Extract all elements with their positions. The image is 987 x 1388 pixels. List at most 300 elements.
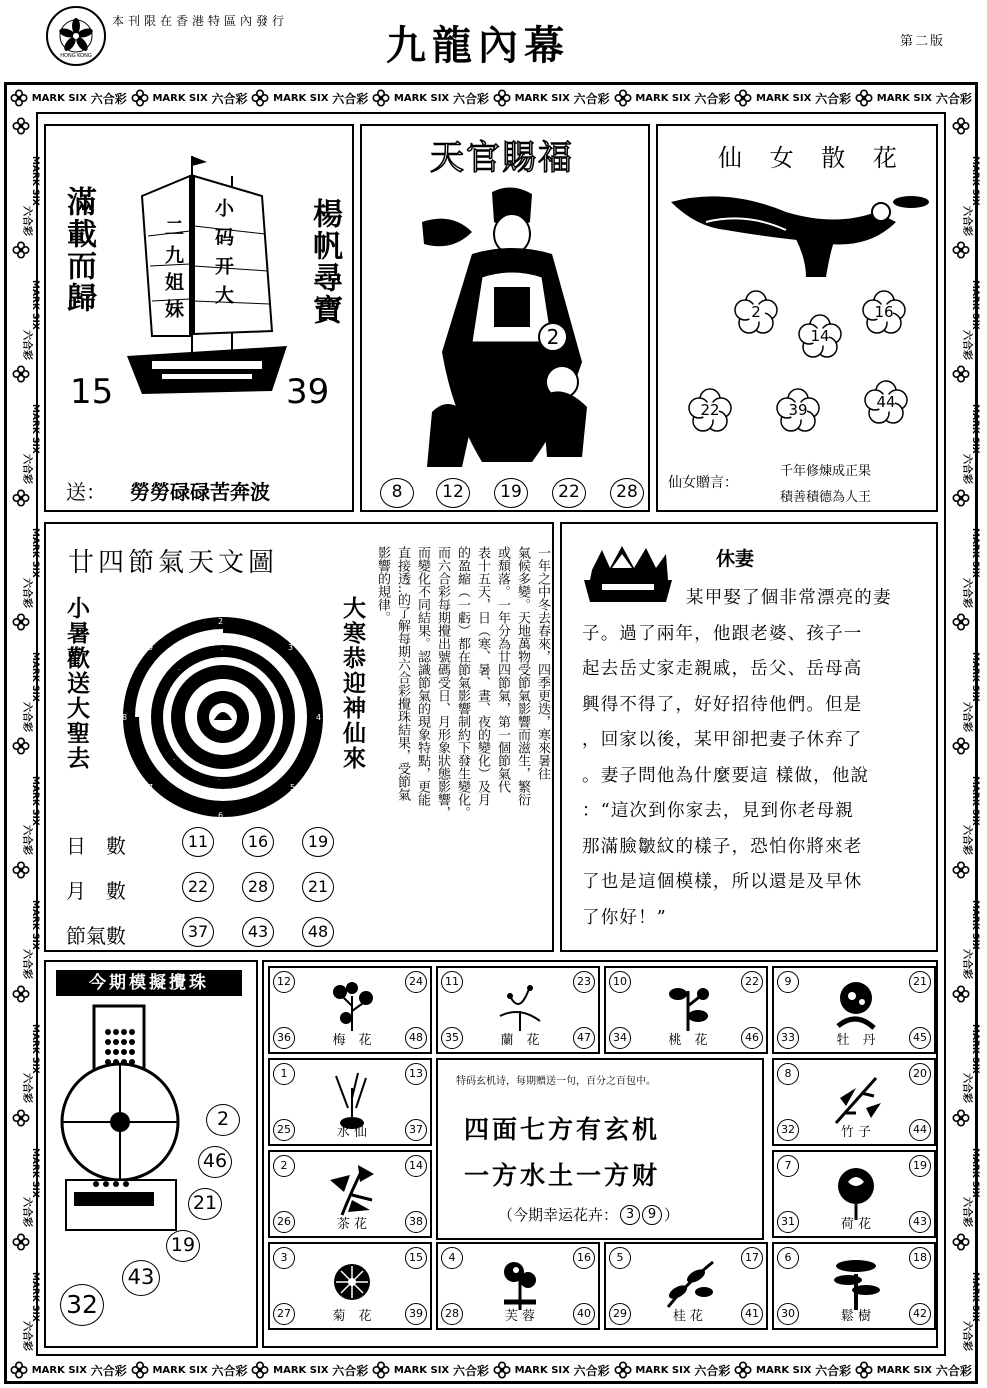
- solar-text-column: 氣候多變。天地萬物受節氣影響而滋生，繁衍: [515, 546, 530, 806]
- story-line: ：“這次到你家去，見到你老母親: [582, 801, 854, 821]
- strip-label-a: MARK SIX: [273, 92, 329, 104]
- flower-number-bl: 34: [609, 1027, 631, 1049]
- fairy-flower: [864, 380, 908, 424]
- solar-text-column: 直接透..的了解每期六合彩攪珠結果，受節氣: [395, 546, 410, 802]
- clover-icon: [10, 89, 28, 107]
- flower-number-br: 37: [405, 1119, 427, 1141]
- clover-icon: [952, 613, 970, 631]
- solar-row-number: 28: [242, 872, 274, 902]
- flower-number-tl: 9: [777, 971, 799, 993]
- strip-label-b: 六合彩: [961, 701, 972, 732]
- flower-drawing-icon: [658, 1252, 718, 1312]
- strip-label-b: 六合彩: [573, 91, 610, 106]
- flower-drawing-icon: [490, 976, 550, 1036]
- flower-number-br: 42: [909, 1303, 931, 1325]
- flower-number-bl: 35: [441, 1027, 463, 1049]
- fairy-flower-number: 2: [751, 303, 761, 321]
- strip-label-a: MARK SIX: [970, 403, 980, 454]
- draw-ball: 2: [206, 1104, 240, 1136]
- strip-label-b: 六合彩: [961, 949, 972, 980]
- flower-cell: [604, 1242, 768, 1330]
- flower-cell: [772, 1150, 936, 1238]
- flower-cell: [772, 1242, 936, 1330]
- story-title: 休妻: [716, 548, 755, 570]
- clover-icon: [12, 365, 30, 383]
- draw-ball: 32: [60, 1284, 104, 1326]
- solar-text-column: 表十五天，日（寒、暑、晝、夜的變化）及月: [475, 546, 490, 806]
- tianguan-number: 22: [552, 478, 586, 508]
- flower-name: 桃 花: [668, 1033, 708, 1048]
- strip-label-b: 六合彩: [961, 329, 972, 360]
- flower-drawing-icon: [322, 1252, 382, 1312]
- strip-label-a: MARK SIX: [970, 279, 980, 330]
- fairy-flower: [734, 290, 778, 334]
- strip-label-b: 六合彩: [452, 1363, 489, 1378]
- strip-label-b: 六合彩: [21, 329, 32, 360]
- strip-label-b: 六合彩: [211, 1363, 248, 1378]
- story-line: 。妻子問他為什麼要這 樣做，他說: [582, 765, 870, 786]
- poem-line1: 四面七方有玄机: [464, 1115, 661, 1144]
- clover-icon: [952, 1233, 970, 1251]
- flower-number-tl: 5: [609, 1247, 631, 1269]
- flower-number-tr: 15: [405, 1247, 427, 1269]
- flower-number-tl: 6: [777, 1247, 799, 1269]
- flower-number-tl: 8: [777, 1063, 799, 1085]
- clover-icon: [952, 241, 970, 259]
- strip-label-a: MARK SIX: [31, 92, 87, 104]
- boat-number-left: 15: [70, 372, 114, 412]
- flower-name: 鬆 樹: [840, 1309, 872, 1324]
- strip-label-b: 六合彩: [21, 1073, 32, 1104]
- clover-icon: [12, 241, 30, 259]
- flower-cell: [772, 966, 936, 1054]
- strip-label-b: 六合彩: [961, 1073, 972, 1104]
- strip-label-b: 六合彩: [21, 453, 32, 484]
- strip-label-b: 六合彩: [815, 91, 852, 106]
- clover-icon: [952, 1109, 970, 1127]
- flower-drawing-icon: [322, 1068, 382, 1128]
- boat-right-text: 楊帆尋寶: [307, 198, 342, 326]
- clover-icon: [952, 737, 970, 755]
- solar-row-label: 月 數: [66, 879, 126, 903]
- flower-number-tr: 13: [405, 1063, 427, 1085]
- strip-label-a: MARK SIX: [756, 92, 812, 104]
- flower-number-br: 43: [909, 1211, 931, 1233]
- story-line: 子。過了兩年，他跟老婆、孩子一: [582, 623, 863, 644]
- strip-label-a: MARK SIX: [30, 899, 40, 950]
- tianguan-number: 28: [610, 478, 644, 508]
- solar-row-number: 48: [302, 917, 334, 947]
- strip-label-b: 六合彩: [90, 91, 127, 106]
- clover-icon: [12, 489, 30, 507]
- strip-label-a: MARK SIX: [970, 527, 980, 578]
- flower-number-bl: 26: [273, 1211, 295, 1233]
- clover-icon: [12, 117, 30, 135]
- poem-line2: 一方水土一方财: [464, 1161, 661, 1190]
- boat-send-label: 送：: [66, 480, 106, 504]
- strip-label-b: 六合彩: [332, 1363, 369, 1378]
- flower-number-br: 45: [909, 1027, 931, 1049]
- flower-number-tr: 22: [741, 971, 763, 993]
- flower-number-br: 44: [909, 1119, 931, 1141]
- flower-number-tl: 11: [441, 971, 463, 993]
- flower-number-br: 40: [573, 1303, 595, 1325]
- solar-row-number: 11: [182, 827, 214, 857]
- flower-number-tr: 14: [405, 1155, 427, 1177]
- solar-title: 廿四節氣天文圖: [68, 548, 279, 578]
- strip-label-b: 六合彩: [90, 1363, 127, 1378]
- strip-label-b: 六合彩: [452, 91, 489, 106]
- strip-label-a: MARK SIX: [273, 1364, 329, 1376]
- strip-label-a: MARK SIX: [30, 775, 40, 826]
- strip-label-a: MARK SIX: [30, 1023, 40, 1074]
- flower-drawing-icon: [826, 1068, 886, 1128]
- flower-number-tr: 23: [573, 971, 595, 993]
- clover-icon: [493, 89, 511, 107]
- solar-row-number: 19: [302, 827, 334, 857]
- flower-number-tr: 21: [909, 971, 931, 993]
- strip-label-b: 六合彩: [961, 1197, 972, 1228]
- flower-drawing-icon: [826, 1160, 886, 1220]
- strip-label-b: 六合彩: [211, 91, 248, 106]
- flower-name: 茶 花: [336, 1217, 368, 1232]
- story-panel: [560, 522, 938, 952]
- strip-label-b: 六合彩: [961, 1321, 972, 1352]
- fairy-flower-number: 39: [788, 401, 808, 419]
- strip-label-b: 六合彩: [573, 1363, 610, 1378]
- svg-text:7: 7: [148, 783, 154, 792]
- flower-name: 菊 花: [332, 1309, 372, 1324]
- flower-number-tl: 1: [273, 1063, 295, 1085]
- fairy-flower: [798, 314, 842, 358]
- strip-label-b: 六合彩: [21, 577, 32, 608]
- flower-number-tl: 4: [441, 1247, 463, 1269]
- flower-number-tr: 19: [909, 1155, 931, 1177]
- strip-label-a: MARK SIX: [970, 1271, 980, 1322]
- flower-name: 芙 蓉: [504, 1309, 536, 1324]
- junk-boat-icon: [122, 156, 292, 406]
- flower-number-tl: 3: [273, 1247, 295, 1269]
- sail-right-text: 小码开大: [212, 198, 234, 314]
- svg-text:·: ·: [173, 756, 176, 764]
- svg-text:·: ·: [218, 776, 221, 784]
- flower-name: 桂 花: [672, 1309, 704, 1324]
- clover-icon: [251, 89, 269, 107]
- clover-icon: [855, 1361, 873, 1379]
- clover-icon: [952, 489, 970, 507]
- flower-drawing-icon: [826, 976, 886, 1036]
- fairy-gift-line2: 積善積德為人王: [780, 490, 872, 505]
- poem-footer-pre: （今期幸运花卉：: [498, 1206, 619, 1224]
- strip-label-a: MARK SIX: [30, 279, 40, 330]
- strip-label-a: MARK SIX: [393, 1364, 450, 1376]
- flower-number-tr: 18: [909, 1247, 931, 1269]
- draw-panel: [44, 960, 258, 1348]
- clover-icon: [952, 985, 970, 1003]
- story-line: 興得不得了，好好招待他們。但是: [582, 694, 863, 715]
- flower-cell: [268, 966, 432, 1054]
- svg-text:·: ·: [221, 646, 224, 654]
- clover-icon: [12, 985, 30, 1003]
- strip-label-a: MARK SIX: [30, 155, 40, 206]
- clover-icon: [372, 1361, 390, 1379]
- clover-icon: [952, 861, 970, 879]
- clover-icon: [131, 1361, 149, 1379]
- strip-label-b: 六合彩: [935, 1363, 972, 1378]
- fairy-flower-number: 14: [810, 327, 830, 345]
- boat-left-text: 滿載而歸: [61, 186, 96, 314]
- story-line: ，回家以後，某甲卻把妻子休弃了: [582, 730, 863, 750]
- strip-label-b: 六合彩: [21, 205, 32, 236]
- flower-cell: [604, 966, 768, 1054]
- solar-text-column: 而變化不同結果。認識節氣的現象特點，更能: [415, 546, 430, 806]
- strip-label-a: MARK SIX: [30, 1271, 40, 1322]
- solar-text-column: 或頹落。一年分為廿四節氣，第一個節氣代: [495, 546, 510, 793]
- crown-icon: [582, 540, 674, 606]
- flower-number-br: 41: [741, 1303, 763, 1325]
- tianguan-panel: [360, 124, 650, 512]
- solar-text-column: 而六合彩每期攪出號碼受日、月形象狀態影響，: [435, 546, 450, 819]
- strip-label-a: MARK SIX: [30, 651, 40, 702]
- story-line: 那滿臉皺紋的樣子，恐怕你將來老: [582, 836, 863, 857]
- flower-number-bl: 29: [609, 1303, 631, 1325]
- story-line: 了你好！”: [582, 907, 667, 928]
- clover-icon: [493, 1361, 511, 1379]
- flower-name: 牡 丹: [836, 1033, 876, 1048]
- notice-line: 本刊限在香港特區內發行: [112, 14, 289, 28]
- flower-drawing-icon: [490, 1252, 550, 1312]
- solar-row-number: 22: [182, 872, 214, 902]
- strip-label-b: 六合彩: [694, 1363, 731, 1378]
- strip-label-a: MARK SIX: [970, 1147, 980, 1198]
- fairy-flower-number: 22: [700, 401, 720, 419]
- svg-text:·: ·: [258, 666, 261, 674]
- clover-icon: [855, 89, 873, 107]
- solar-row-label: 節氣數: [66, 924, 126, 948]
- clover-icon: [734, 1361, 752, 1379]
- solar-text-column: 的盈縮（一虧）都在節氣影響制約下發生變化。: [455, 546, 470, 819]
- flower-number-bl: 27: [273, 1303, 295, 1325]
- tianguan-number: 12: [436, 478, 470, 508]
- svg-text:2: 2: [218, 617, 224, 626]
- lucky-number: 3: [620, 1205, 640, 1225]
- story-line: 了也是這個模樣，所以還是及早休: [582, 872, 863, 892]
- flower-cell: [268, 1150, 432, 1238]
- strip-label-b: 六合彩: [694, 91, 731, 106]
- strip-label-b: 六合彩: [961, 825, 972, 856]
- flower-cell: [772, 1058, 936, 1146]
- strip-label-b: 六合彩: [21, 949, 32, 980]
- draw-ball: 43: [122, 1260, 160, 1296]
- tianguan-number: 19: [494, 478, 528, 508]
- flower-name: 水 仙: [336, 1125, 368, 1140]
- strip-label-a: MARK SIX: [970, 899, 980, 950]
- solar-left-vert: 小暑歡送大聖去: [63, 596, 90, 771]
- flower-number-br: 46: [741, 1027, 763, 1049]
- strip-label-a: MARK SIX: [514, 92, 570, 104]
- flower-cell: [436, 966, 600, 1054]
- strip-label-a: MARK SIX: [514, 1364, 570, 1376]
- fairy-panel: [656, 124, 938, 512]
- strip-label-a: MARK SIX: [876, 92, 933, 104]
- boat-send-text: 勞勞碌碌苦奔波: [130, 480, 270, 504]
- strip-label-b: 六合彩: [961, 205, 972, 236]
- story-line: 起去岳丈家走親戚，岳父、岳母高: [582, 659, 863, 679]
- clover-icon: [614, 1361, 632, 1379]
- clover-icon: [12, 613, 30, 631]
- flower-drawing-icon: [826, 1252, 886, 1312]
- strip-label-b: 六合彩: [961, 577, 972, 608]
- poem-box: [436, 1058, 764, 1240]
- strip-label-a: MARK SIX: [30, 1147, 40, 1198]
- strip-label-b: 六合彩: [21, 701, 32, 732]
- svg-text:·: ·: [163, 706, 166, 714]
- draw-ball: 21: [188, 1188, 222, 1220]
- flower-number-tr: 24: [405, 971, 427, 993]
- strip-label-b: 六合彩: [935, 91, 972, 106]
- poem-footer: [498, 1204, 679, 1225]
- strip-label-a: MARK SIX: [756, 1364, 812, 1376]
- svg-text:5: 5: [290, 783, 296, 792]
- clover-icon: [12, 737, 30, 755]
- tianguan-badge: 2: [538, 322, 568, 352]
- flower-number-br: 38: [405, 1211, 427, 1233]
- tianguan-title: 天官賜福: [430, 138, 574, 178]
- flower-number-tr: 20: [909, 1063, 931, 1085]
- solar-row-number: 21: [302, 872, 334, 902]
- fairy-figure-icon: [666, 182, 936, 282]
- svg-text:4: 4: [316, 713, 322, 722]
- fairy-gift-line1: 千年修煉成正果: [780, 464, 872, 479]
- border-strip-left: [8, 114, 40, 1354]
- flower-number-bl: 32: [777, 1119, 799, 1141]
- flower-grid-panel: [262, 960, 938, 1348]
- hk-emblem: [46, 6, 106, 66]
- strip-label-b: 六合彩: [21, 825, 32, 856]
- flower-cell: [436, 1242, 600, 1330]
- strip-label-a: MARK SIX: [393, 92, 450, 104]
- flower-cell: [268, 1058, 432, 1146]
- flower-number-tl: 2: [273, 1155, 295, 1177]
- strip-label-a: MARK SIX: [635, 1364, 691, 1376]
- flower-number-br: 47: [573, 1027, 595, 1049]
- fairy-gift-label: 仙女贈言：: [668, 475, 738, 491]
- fairy-flower: [688, 388, 732, 432]
- flower-drawing-icon: [658, 976, 718, 1036]
- flower-name: 竹 子: [840, 1125, 872, 1140]
- strip-label-b: 六合彩: [21, 1321, 32, 1352]
- poem-footer-post: ）: [664, 1206, 680, 1224]
- story-line: 某甲娶了個非常漂亮的妻: [686, 588, 892, 608]
- flower-name: 梅 花: [332, 1033, 372, 1048]
- clover-icon: [12, 861, 30, 879]
- svg-text:9: 9: [148, 643, 154, 652]
- clover-icon: [12, 1233, 30, 1251]
- strip-label-a: MARK SIX: [970, 1023, 980, 1074]
- clover-icon: [734, 89, 752, 107]
- solar-row-number: 43: [242, 917, 274, 947]
- strip-label-a: MARK SIX: [31, 1364, 87, 1376]
- draw-ball: 19: [166, 1230, 200, 1262]
- flower-number-tl: 7: [777, 1155, 799, 1177]
- fairy-title: 仙 女 散 花: [718, 144, 907, 172]
- strip-label-a: MARK SIX: [152, 92, 208, 104]
- strip-label-a: MARK SIX: [970, 651, 980, 702]
- clover-icon: [12, 1109, 30, 1127]
- page-title: 九龍內幕: [386, 22, 570, 69]
- flower-cell: [268, 1242, 432, 1330]
- strip-label-a: MARK SIX: [876, 1364, 933, 1376]
- lottery-machine-icon: [56, 1002, 196, 1232]
- solar-text-column: 一年之中冬去春來，四季更迭，寒來暑往: [535, 546, 550, 780]
- svg-text:·: ·: [178, 666, 181, 674]
- fairy-flower-number: 16: [874, 303, 894, 321]
- flower-number-tl: 12: [273, 971, 295, 993]
- flower-number-tr: 17: [741, 1247, 763, 1269]
- flower-name: 蘭 花: [500, 1033, 540, 1048]
- draw-ball: 46: [198, 1146, 232, 1178]
- clover-icon: [251, 1361, 269, 1379]
- strip-label-b: 六合彩: [815, 1363, 852, 1378]
- boat-panel: [44, 124, 354, 512]
- solar-wheel-icon: [118, 612, 328, 822]
- strip-label-a: MARK SIX: [970, 775, 980, 826]
- strip-label-b: 六合彩: [21, 1197, 32, 1228]
- tianguan-figure-icon: [412, 182, 612, 472]
- flower-number-br: 39: [405, 1303, 427, 1325]
- tianguan-number: 8: [380, 478, 414, 508]
- solar-panel: [44, 522, 554, 952]
- fairy-flower-number: 44: [876, 393, 896, 411]
- emblem-label: HONG KONG: [60, 53, 92, 59]
- clover-icon: [372, 89, 390, 107]
- solar-row-number: 16: [242, 827, 274, 857]
- flower-name: 荷 花: [840, 1217, 872, 1232]
- fairy-flower: [776, 388, 820, 432]
- flower-number-tl: 10: [609, 971, 631, 993]
- svg-text:3: 3: [288, 643, 294, 652]
- strip-label-b: 六合彩: [961, 453, 972, 484]
- lucky-number: 9: [642, 1205, 662, 1225]
- strip-label-a: MARK SIX: [30, 403, 40, 454]
- solar-right-vert: 大寒恭迎神仙來: [339, 596, 366, 771]
- flower-number-bl: 28: [441, 1303, 463, 1325]
- flower-number-bl: 31: [777, 1211, 799, 1233]
- flower-number-br: 48: [405, 1027, 427, 1049]
- strip-label-a: MARK SIX: [30, 527, 40, 578]
- clover-icon: [614, 89, 632, 107]
- flower-number-bl: 25: [273, 1119, 295, 1141]
- clover-icon: [952, 365, 970, 383]
- notice-text: [112, 12, 288, 72]
- tianguan-numbers: [380, 478, 640, 508]
- solar-text-block: [375, 546, 552, 950]
- flower-number-tr: 16: [573, 1247, 595, 1269]
- flower-number-bl: 36: [273, 1027, 295, 1049]
- flower-number-bl: 30: [777, 1303, 799, 1325]
- fairy-flower: [862, 290, 906, 334]
- svg-text:8: 8: [122, 713, 128, 722]
- svg-text:·: ·: [263, 756, 266, 764]
- border-strip-top: [8, 86, 974, 110]
- clover-icon: [952, 117, 970, 135]
- strip-label-a: MARK SIX: [635, 92, 691, 104]
- strip-label-b: 六合彩: [332, 91, 369, 106]
- clover-icon: [131, 89, 149, 107]
- flower-drawing-icon: [322, 1160, 382, 1220]
- clover-icon: [10, 1361, 28, 1379]
- solar-row-label: 日 數: [66, 834, 126, 858]
